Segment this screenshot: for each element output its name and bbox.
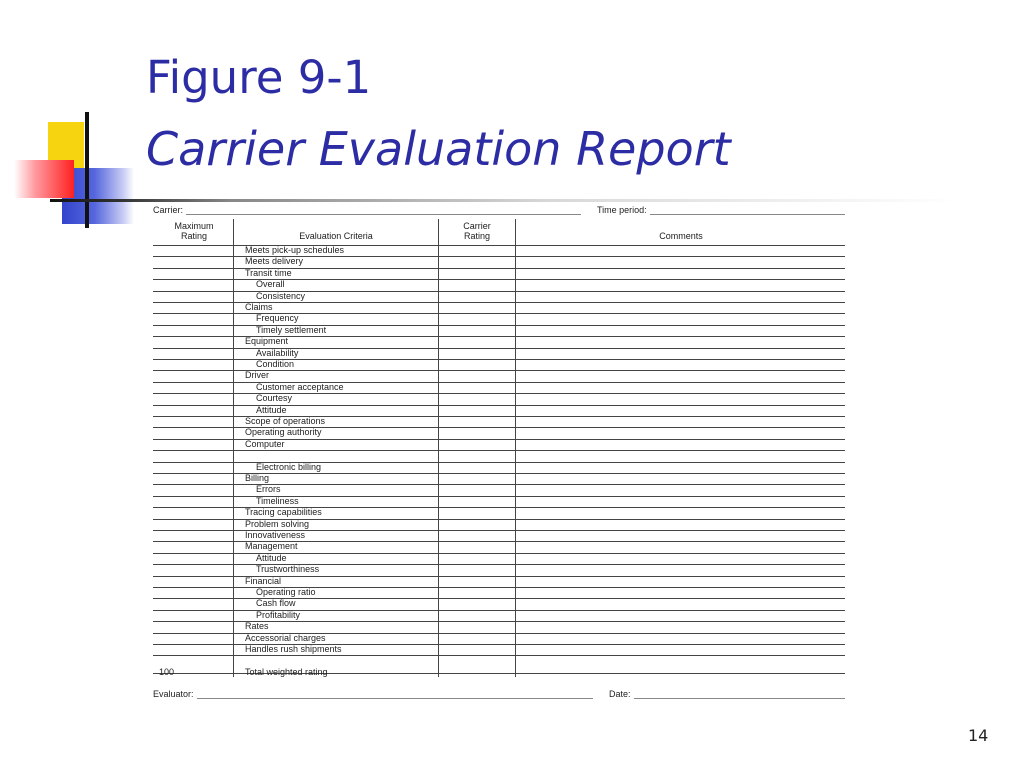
decorative-red-square bbox=[14, 160, 74, 198]
col-header-max-rating: Maximum Rating bbox=[174, 221, 214, 241]
date-label: Date: bbox=[609, 689, 631, 699]
slide-title: Figure 9-1 bbox=[146, 51, 372, 104]
criteria-row-label: Operating authority bbox=[245, 427, 322, 438]
time-period-blank-line bbox=[650, 206, 845, 215]
column-divider bbox=[438, 219, 439, 677]
criteria-row-label: Transit time bbox=[245, 267, 292, 278]
row-divider bbox=[153, 450, 845, 451]
criteria-row-label: Availability bbox=[256, 347, 299, 358]
time-period-label: Time period: bbox=[597, 205, 647, 215]
carrier-field bbox=[153, 203, 581, 215]
decorative-horizontal-line bbox=[50, 199, 960, 202]
criteria-row-label: Frequency bbox=[256, 313, 299, 324]
date-blank-line bbox=[634, 690, 845, 699]
criteria-row-label: Problem solving bbox=[245, 518, 310, 529]
criteria-row-label: Meets delivery bbox=[245, 256, 304, 267]
criteria-row-label: Accessorial charges bbox=[245, 632, 326, 643]
criteria-row-label: Handles rush shipments bbox=[245, 644, 342, 654]
total-max-rating: 100 bbox=[159, 667, 175, 677]
col-header-comments: Comments bbox=[659, 231, 703, 241]
criteria-row-label: Attitude bbox=[256, 552, 287, 563]
page-number: 14 bbox=[968, 726, 989, 745]
criteria-row-label: Cash flow bbox=[256, 598, 296, 609]
criteria-row-label: Timeliness bbox=[256, 495, 299, 506]
decorative-vertical-line bbox=[85, 112, 89, 228]
criteria-row-label: Financial bbox=[245, 575, 282, 586]
slide-subtitle: Carrier Evaluation Report bbox=[146, 122, 731, 176]
criteria-row-label: Overall bbox=[256, 279, 285, 290]
criteria-row-label: Computer bbox=[245, 438, 285, 449]
criteria-row-label: Rates bbox=[245, 621, 269, 632]
date-field bbox=[609, 687, 845, 699]
criteria-row-label: Driver bbox=[245, 370, 269, 381]
criteria-row-label: Customer acceptance bbox=[256, 381, 344, 392]
criteria-row-label: Condition bbox=[256, 359, 295, 369]
criteria-row-label: Electronic billing bbox=[256, 461, 322, 472]
evaluator-field bbox=[153, 687, 593, 699]
column-divider bbox=[233, 219, 234, 677]
criteria-row-label: Equipment bbox=[245, 336, 289, 347]
criteria-row-label: Innovativeness bbox=[245, 530, 306, 540]
col-header-carrier-rating: Carrier Rating bbox=[463, 221, 491, 241]
criteria-row-label: Errors bbox=[256, 484, 281, 495]
carrier-evaluation-form bbox=[153, 203, 845, 703]
criteria-row-label: Meets pick-up schedules bbox=[245, 245, 345, 255]
evaluator-blank-line bbox=[197, 690, 593, 699]
criteria-row-label: Tracing capabilities bbox=[245, 507, 322, 518]
criteria-row-label: Billing bbox=[245, 473, 270, 483]
time-period-field bbox=[597, 203, 845, 215]
criteria-row-label: Management bbox=[245, 541, 298, 552]
criteria-row-label: Profitability bbox=[256, 609, 301, 620]
column-divider bbox=[515, 219, 516, 677]
criteria-row-label: Scope of operations bbox=[245, 416, 326, 426]
evaluator-label: Evaluator: bbox=[153, 689, 194, 699]
col-header-criteria: Evaluation Criteria bbox=[299, 231, 373, 241]
criteria-row-label: Claims bbox=[245, 302, 273, 312]
carrier-blank-line bbox=[186, 206, 581, 215]
criteria-row-label: Courtesy bbox=[256, 393, 293, 404]
total-weighted-rating-label: Total weighted rating bbox=[245, 667, 328, 677]
criteria-row-label: Timely settlement bbox=[256, 324, 327, 335]
criteria-row-label: Operating ratio bbox=[256, 587, 316, 597]
criteria-row-label: Consistency bbox=[256, 290, 306, 301]
criteria-row-label: Attitude bbox=[256, 404, 287, 415]
carrier-label: Carrier: bbox=[153, 205, 184, 215]
row-divider bbox=[153, 655, 845, 656]
criteria-row-label: Trustworthiness bbox=[256, 564, 320, 575]
